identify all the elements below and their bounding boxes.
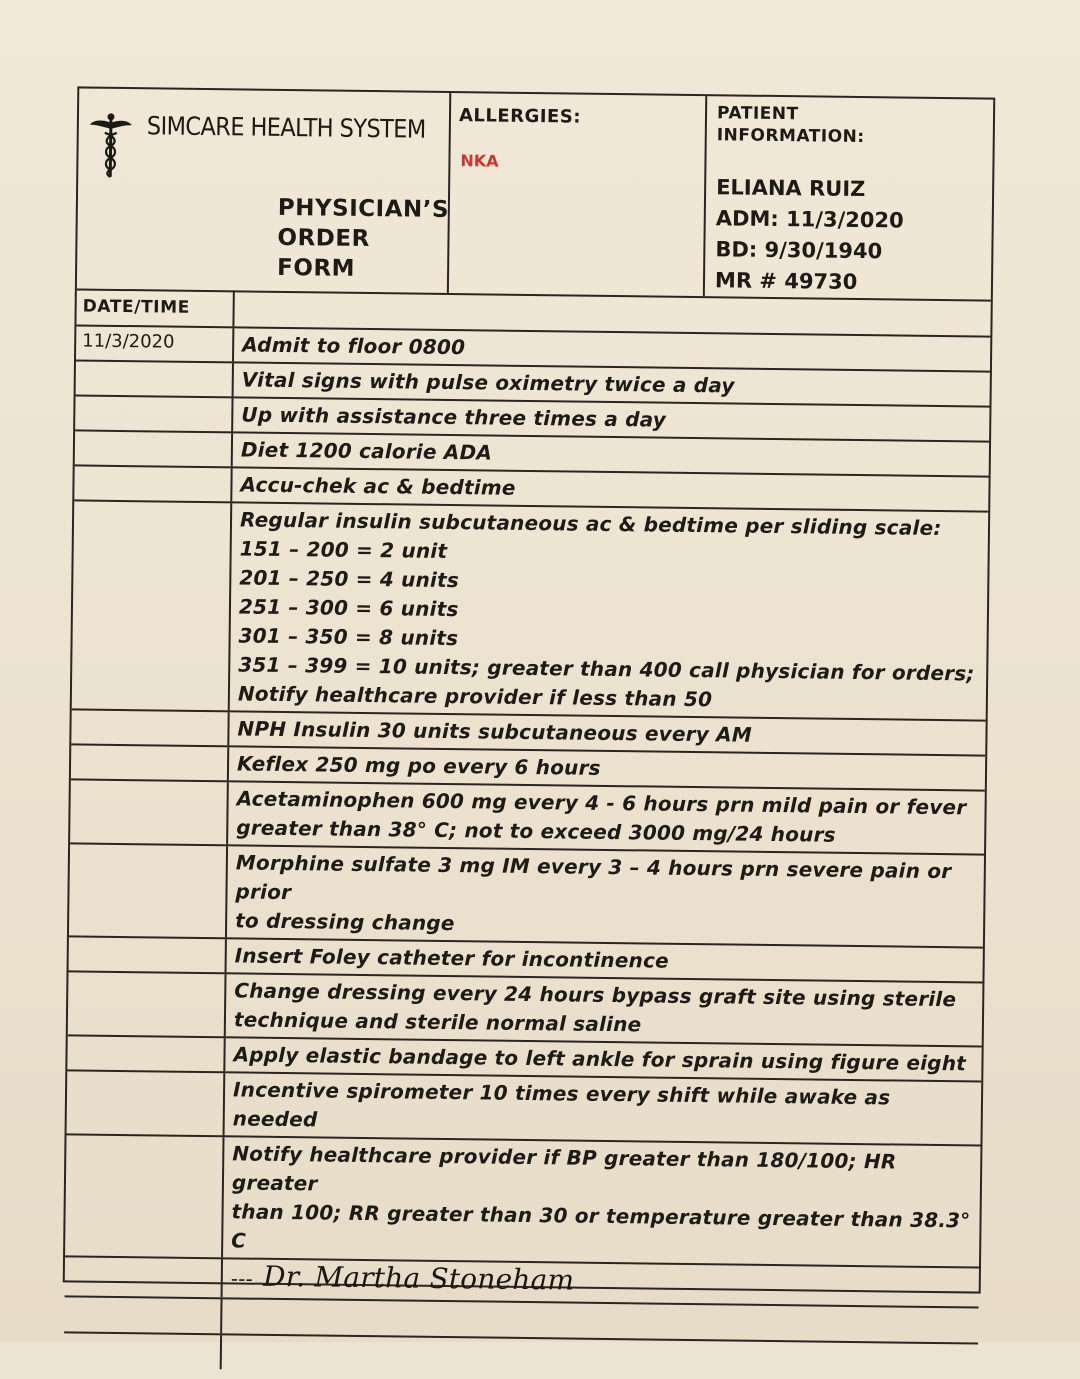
- signature-date-cell: [65, 1257, 223, 1297]
- order-line: Admit to floor 0800: [242, 332, 466, 360]
- form-header: [77, 88, 993, 301]
- order-line: 201 – 250 = 4 units: [239, 565, 460, 593]
- order-text-cell: [226, 974, 983, 1045]
- order-date-cell: 11/3/2020: [76, 326, 234, 361]
- blank-date-cell: [64, 1297, 222, 1333]
- date-time-header: DATE/TIME: [76, 288, 234, 326]
- order-date-cell: [65, 1135, 224, 1257]
- table-row: [68, 972, 983, 1047]
- allergies-value: NKA: [460, 151, 499, 171]
- order-line: 151 – 200 = 2 unit: [239, 536, 448, 563]
- allergies-label: ALLERGIES:: [458, 105, 582, 128]
- patient-label-line1: PATIENT: [716, 103, 799, 125]
- order-date-cell: [67, 1036, 225, 1071]
- table-row: [70, 780, 985, 855]
- order-rows: [65, 326, 990, 1268]
- order-text-cell: [227, 846, 984, 946]
- order-line: Acetaminophen 600 mg every 4 - 6 hours prn mild pain or fever: [236, 786, 967, 820]
- patient-info-cell: [705, 96, 993, 299]
- order-line: Insert Foley catheter for incontinence: [234, 943, 670, 973]
- form-title-line2: ORDER FORM: [276, 224, 370, 282]
- form-title-line1: PHYSICIAN’S: [277, 194, 450, 223]
- admission-date: ADM: 11/3/2020: [715, 206, 904, 233]
- order-line: Notify healthcare provider if less than 50: [237, 681, 713, 712]
- order-line: Apply elastic bandage to left ankle for sprain using figure eight: [233, 1042, 967, 1076]
- table-row: [65, 1135, 980, 1268]
- order-line: Morphine sulfate 3 mg IM every 3 – 4 hours prn severe pain or prior: [235, 850, 952, 905]
- order-line: to dressing change: [235, 908, 455, 936]
- order-line: Change dressing every 24 hours bypass graft site using sterile: [234, 978, 957, 1012]
- order-text-cell: [228, 782, 985, 853]
- birth-date: BD: 9/30/1940: [715, 237, 883, 264]
- order-date-cell: [69, 844, 228, 937]
- order-line: Regular insulin subcutaneous ac & bedtime per sliding scale:: [239, 507, 942, 541]
- caduceus-icon: [88, 111, 133, 182]
- order-line: technique and sterile normal saline: [233, 1007, 642, 1037]
- order-date-cell: [74, 466, 232, 501]
- orders-table: [64, 288, 991, 1378]
- order-date-cell: [71, 710, 229, 745]
- allergies-cell: [449, 93, 707, 296]
- header-title-cell: [77, 88, 451, 293]
- order-line: Incentive spirometer 10 times every shift while awake as needed: [232, 1077, 891, 1132]
- order-line: 251 – 300 = 6 units: [238, 594, 459, 622]
- physician-order-form: [63, 86, 996, 1297]
- blank-date-cell: [64, 1333, 222, 1369]
- table-row: [72, 501, 988, 721]
- organization-name: SIMCARE HEALTH SYSTEM: [146, 111, 426, 144]
- signature-text: Dr. Martha Stoneham: [262, 1259, 575, 1297]
- table-row: [67, 1071, 982, 1146]
- medical-record-number: MR # 49730: [714, 268, 858, 294]
- order-date-cell: [70, 780, 229, 844]
- patient-info-label: [717, 102, 865, 148]
- order-line: greater than 38° C; not to exceed 3000 mg/24 hours: [236, 815, 836, 847]
- order-date-cell: [67, 1071, 226, 1135]
- order-text-cell: [225, 1073, 982, 1144]
- order-date-cell: [69, 937, 227, 972]
- order-line: Vital signs with pulse oximetry twice a day: [241, 367, 735, 398]
- order-text-cell: [230, 503, 988, 719]
- patient-details: [715, 172, 904, 298]
- order-line: than 100; RR greater than 30 or temperature greater than 38.3° C: [231, 1199, 971, 1253]
- order-date-cell: [76, 361, 234, 396]
- order-line: 351 – 399 = 10 units; greater than 400 call physician for orders;: [238, 652, 975, 686]
- table-row: [69, 844, 984, 948]
- order-date-cell: [71, 745, 229, 780]
- signature-dash: ---: [230, 1266, 254, 1291]
- order-line: Diet 1200 calorie ADA: [240, 437, 493, 465]
- form-title: [277, 193, 449, 285]
- order-date-cell: [72, 501, 233, 710]
- order-date-cell: [75, 431, 233, 466]
- order-line: NPH Insulin 30 units subcutaneous every AM: [237, 716, 753, 747]
- patient-name: ELIANA RUIZ: [716, 175, 866, 202]
- patient-label-line2: INFORMATION:: [716, 125, 865, 148]
- order-line: Accu-chek ac & bedtime: [240, 472, 516, 500]
- order-line: 301 – 350 = 8 units: [238, 623, 459, 651]
- order-line: Up with assistance three times a day: [241, 402, 667, 432]
- order-date-cell: [68, 972, 227, 1036]
- order-line: Notify healthcare provider if BP greater than 180/100; HR greater: [231, 1141, 897, 1196]
- physician-signature: [223, 1259, 979, 1306]
- order-text-cell: [223, 1137, 980, 1266]
- order-date-cell: [75, 396, 233, 431]
- order-line: Keflex 250 mg po every 6 hours: [236, 751, 601, 780]
